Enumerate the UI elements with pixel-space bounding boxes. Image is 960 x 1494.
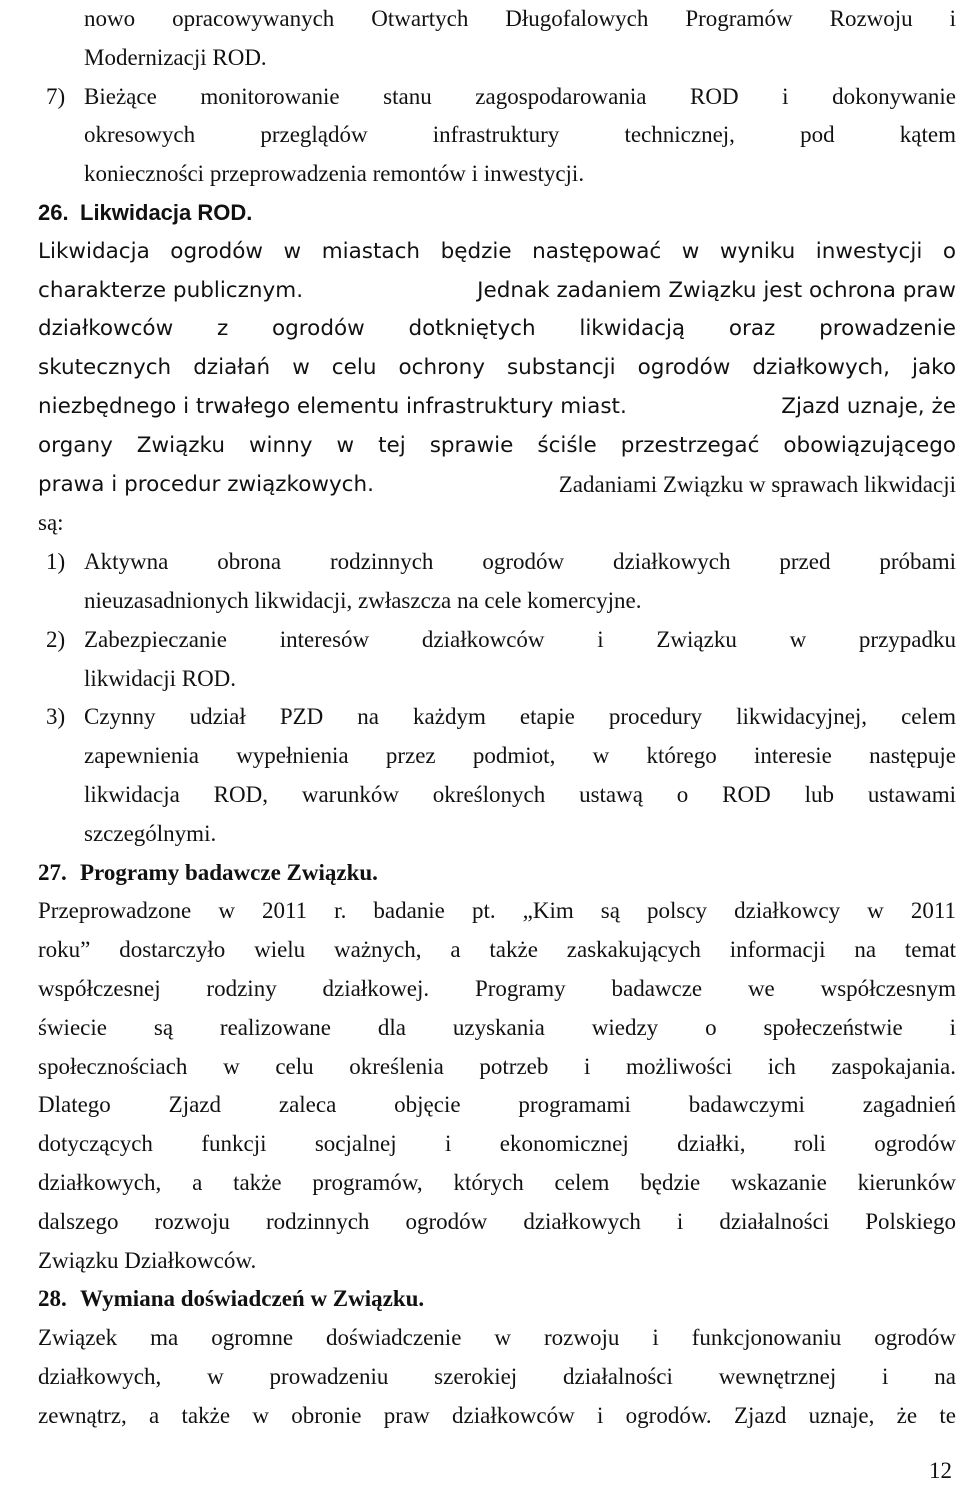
text-line: Związku Działkowców. [38,1247,257,1273]
text-line: zapewnienia wypełnienia przez podmiot, w którego interesie następuje [84,743,956,769]
text-line: okresowych przeglądów infrastruktury technicznej, pod kątem [84,122,956,148]
text-line: dalszego rozwoju rodzinnych ogrodów działkowych i działalności Polskiego [38,1208,956,1234]
text-line: nowo opracowywanych Otwartych Długofalowych Programów Rozwoju i [84,6,956,31]
text-line: likwidacji ROD. [84,665,237,691]
text-line: skutecznych działań w celu ochrony substancji ogrodów działkowych, jako [38,355,956,381]
text-segment: Zadaniami Związku w sprawach likwidacji [558,471,956,497]
text-line: Likwidacja ogrodów w miastach będzie następować w wyniku inwestycji o [38,238,956,264]
text-line: organy Związku winny w tej sprawie ściśle przestrzegać obowiązującego [38,432,956,458]
text-line: dotyczących funkcji socjalnej i ekonomicznej działki, roli ogrodów [38,1131,956,1157]
section-title: Likwidacja ROD. [80,199,253,225]
section-title: Wymiana doświadczeń w Związku. [80,1286,425,1312]
section-heading [38,1280,956,1319]
text-line: Modernizacji ROD. [84,44,267,70]
text-line-mixed [38,388,956,427]
text-line: działkowców z ogrodów dotkniętych likwidacją oraz prowadzenie [38,316,956,342]
text-line: Związek ma ogromne doświadczenie w rozwoju i funkcjonowaniu ogrodów [38,1325,956,1351]
text-line: nieuzasadnionych likwidacji, zwłaszcza na cele komercyjne. [84,587,642,613]
text-line-mixed [38,466,956,505]
text-line: społecznościach w celu określenia potrzeb i możliwości ich zaspokajania. [38,1053,956,1079]
list-number: 1) [46,549,66,575]
page-number: 12 [929,1458,952,1483]
text-segment: Zjazd uznaje, że [781,393,956,419]
text-line: działkowych, w prowadzeniu szerokiej działalności wewnętrznej i na [38,1363,956,1389]
section-number: 28. [38,1286,67,1312]
text-line-mixed [38,272,956,311]
text-line: roku” dostarczyło wielu ważnych, a także zaskakujących informacji na temat [38,937,956,963]
text-line: szczególnymi. [84,820,217,846]
list-number: 7) [46,83,66,109]
text-line: Dlatego Zjazd zaleca objęcie programami badawczymi zagadnień [38,1092,956,1118]
section-heading [38,194,956,233]
section-heading [38,854,956,893]
text-line: Aktywna obrona rodzinnych ogrodów działkowych przed próbami [84,549,956,575]
text-segment: prawa i procedur związkowych. [38,471,374,497]
section-title: Programy badawcze Związku. [80,859,378,885]
text-segment: charakterze publicznym. [38,277,304,303]
list-item [38,698,956,737]
section-number: 27. [38,859,67,885]
text-line: Czynny udział PZD na każdym etapie procedury likwidacyjnej, celem [84,704,956,730]
text-line: Bieżące monitorowanie stanu zagospodarowania ROD i dokonywanie [84,83,956,109]
text-line: Przeprowadzone w 2011 r. badanie pt. „Kim są polscy działkowcy w 2011 [38,898,956,924]
text-segment: niezbędnego i trwałego elementu infrastruktury miast. [38,393,627,419]
list-number: 3) [46,704,66,730]
section-number: 26. [38,199,69,225]
text-line: współczesnej rodziny działkowej. Programy badawcze we współczesnym [38,975,956,1001]
list-number: 2) [46,626,66,652]
list-item [38,621,956,660]
text-line: świecie są realizowane dla uzyskania wiedzy o społeczeństwie i [38,1014,956,1040]
document-page [38,0,956,1435]
list-item [38,78,956,117]
text-line: są: [38,510,64,536]
text-line: działkowych, a także programów, których celem będzie wskazanie kierunków [38,1169,956,1195]
text-line: zewnątrz, a także w obronie praw działkowców i ogrodów. Zjazd uznaje, że te [38,1402,956,1428]
text-line: konieczności przeprowadzenia remontów i inwestycji. [84,161,585,187]
list-item [38,543,956,582]
text-segment: Jednak zadaniem Związku jest ochrona praw [477,277,956,303]
text-line: Zabezpieczanie interesów działkowców i Związku w przypadku [84,626,956,652]
text-line: likwidacja ROD, warunków określonych ustawą o ROD lub ustawami [84,781,956,807]
